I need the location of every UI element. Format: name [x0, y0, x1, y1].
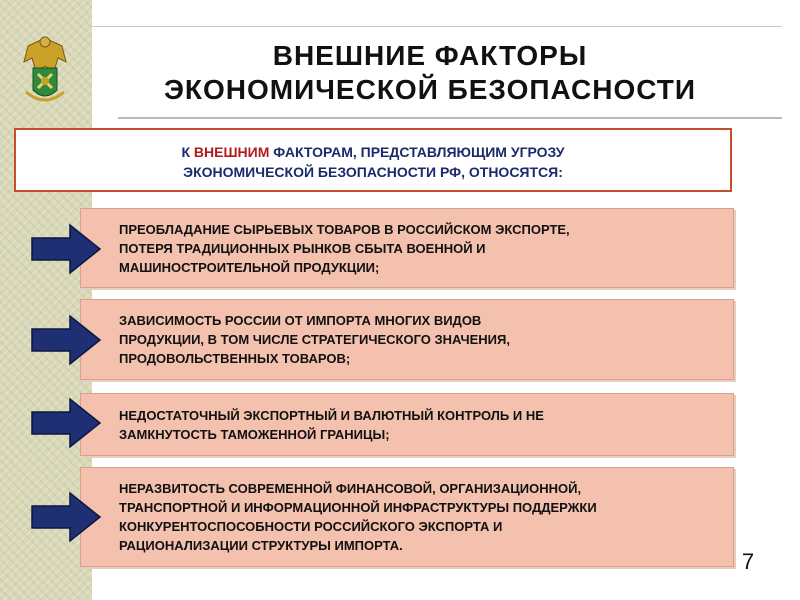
right-arrow-icon — [30, 490, 102, 544]
right-arrow-icon — [30, 313, 102, 367]
page-title-line-2: ЭКОНОМИЧЕСКОЙ БЕЗОПАСНОСТИ — [164, 74, 696, 105]
factor-4-line-1: НЕРАЗВИТОСТЬ СОВРЕМЕННОЙ ФИНАНСОВОЙ, ОРГАНИЗАЦИОННОЙ, — [119, 481, 582, 496]
page-number: 7 — [741, 549, 755, 574]
right-arrow-icon — [30, 222, 102, 276]
factor-box-4 — [80, 467, 734, 567]
factor-4-line-3: КОНКУРЕНТОСПОСОБНОСТИ РОССИЙСКОГО ЭКСПОРТА И — [119, 519, 503, 534]
factor-text-3 — [119, 406, 544, 444]
factor-3-line-1: НЕДОСТАТОЧНЫЙ ЭКСПОРТНЫЙ И ВАЛЮТНЫЙ КОНТРОЛЬ И НЕ — [119, 407, 544, 423]
intro-line-1 — [16, 142, 730, 162]
factor-box-1 — [80, 208, 734, 288]
factor-text-1 — [119, 220, 570, 277]
factor-1-line-2: ПОТЕРЯ ТРАДИЦИОННЫХ РЫНКОВ СБЫТА ВОЕННОЙ И — [119, 240, 486, 256]
intro-box — [14, 128, 732, 192]
intro-highlight: ВНЕШНИМ — [193, 144, 270, 160]
factor-2-line-3: ПРОДОВОЛЬСТВЕННЫХ ТОВАРОВ; — [119, 351, 351, 366]
factor-box-2 — [80, 299, 734, 380]
right-arrow-icon — [30, 396, 102, 450]
factor-text-2 — [119, 311, 510, 368]
top-divider — [92, 26, 782, 27]
factor-2-line-2: ПРОДУКЦИИ, В ТОМ ЧИСЛЕ СТРАТЕГИЧЕСКОГО ЗНАЧЕНИЯ, — [119, 332, 510, 347]
intro-prefix: К — [181, 144, 194, 160]
factor-3-line-2: ЗАМКНУТОСТЬ ТАМОЖЕННОЙ ГРАНИЦЫ; — [119, 426, 390, 442]
factor-4-line-2: ТРАНСПОРТНОЙ И ИНФОРМАЦИОННОЙ ИНФРАСТРУКТУРЫ ПОДДЕРЖКИ — [119, 500, 597, 515]
intro-suffix: ФАКТОРАМ, ПРЕДСТАВЛЯЮЩИМ УГРОЗУ — [269, 144, 565, 160]
factor-1-line-3: МАШИНОСТРОИТЕЛЬНОЙ ПРОДУКЦИИ; — [119, 259, 380, 275]
factor-2-line-1: ЗАВИСИМОСТЬ РОССИИ ОТ ИМПОРТА МНОГИХ ВИДОВ — [119, 313, 482, 328]
title-divider — [118, 117, 782, 119]
factor-4-line-4: РАЦИОНАЛИЗАЦИИ СТРУКТУРЫ ИМПОРТА. — [119, 538, 403, 553]
factor-box-3 — [80, 393, 734, 456]
factor-text-4 — [119, 479, 597, 555]
factor-1-line-1: ПРЕОБЛАДАНИЕ СЫРЬЕВЫХ ТОВАРОВ В РОССИЙСКОМ ЭКСПОРТЕ, — [119, 221, 570, 237]
page-title-line-1: ВНЕШНИЕ ФАКТОРЫ — [272, 40, 588, 71]
intro-line-2: ЭКОНОМИЧЕСКОЙ БЕЗОПАСНОСТИ РФ, ОТНОСЯТСЯ: — [183, 164, 563, 180]
customs-emblem-icon — [16, 32, 74, 112]
